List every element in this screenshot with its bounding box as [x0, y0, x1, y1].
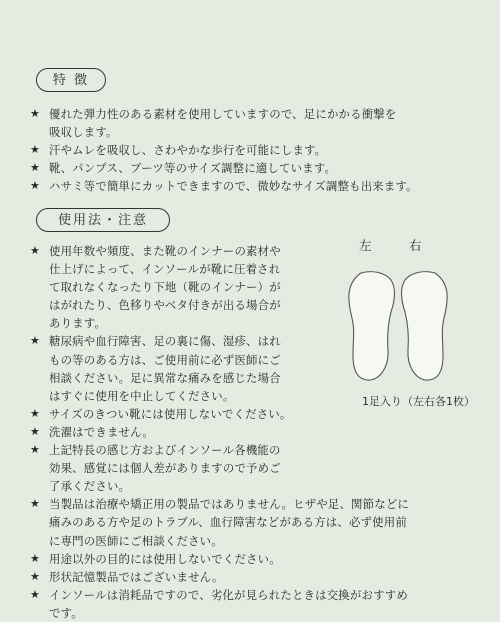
list-item: [30, 568, 480, 586]
usage-heading: 使用法・注意: [36, 208, 170, 232]
list-item: [30, 495, 480, 549]
star-bullet-icon: ★: [30, 551, 41, 565]
star-bullet-icon: ★: [30, 587, 41, 601]
star-bullet-icon: ★: [30, 424, 41, 438]
star-bullet-icon: ★: [30, 107, 41, 120]
star-bullet-icon: ★: [30, 143, 41, 157]
item-text: 使用年数や頻度、また靴のインナーの素材や 仕上げによって、インソールが靴に圧着され て取れなくなったり下地（靴のインナー）が はがれたり、色移りやベタ付きが出る場合が あります。: [49, 244, 281, 331]
list-item: [30, 177, 480, 195]
item-text: 形状記憶製品ではございません。: [49, 569, 224, 584]
features-heading: 特 徴: [36, 68, 106, 92]
star-bullet-icon: ★: [30, 161, 41, 175]
item-text: 用途以外の目的には使用しないでください。: [49, 551, 281, 566]
star-bullet-icon: ★: [30, 569, 41, 583]
pair-caption: 1足入り（左右各1枚）: [362, 395, 475, 408]
star-bullet-icon: ★: [30, 406, 41, 420]
item-text: 上記特長の感じ方およびインソール各機能の 効果、感覚には個人差がありますので予めご 了承ください。: [49, 443, 281, 494]
item-text: 当製品は治療や矯正用の製品ではありません。ヒザや足、関節などに 痛みのある方や足のトラブル、血行障害などがある方は、必ず使用前 に専門の医師にご相談ください。: [49, 497, 409, 548]
list-item: [30, 332, 331, 404]
item-text: インソールは消耗品ですので、劣化が見られたときは交換がおすすめ です。: [49, 587, 408, 620]
list-item: [30, 105, 480, 141]
list-item: [30, 586, 480, 622]
star-bullet-icon: ★: [30, 334, 41, 348]
star-bullet-icon: ★: [30, 497, 41, 511]
item-text: サイズのきつい靴には使用しないでください。: [49, 406, 292, 421]
insole-pair-icon: [333, 252, 463, 392]
item-text: 糖尿病や血行障害、足の裏に傷、湿疹、はれ もの等のある方は、ご使用前に必ず医師にご 相談ください。足に異常な痛みを感じた場合 はすぐに使用を中止してください。: [49, 334, 281, 403]
item-text: ハサミ等で簡単にカットできますので、微妙なサイズ調整も出来ます。: [49, 179, 418, 194]
insole-illustration: [325, 230, 490, 415]
star-bullet-icon: ★: [30, 443, 41, 457]
list-item: [30, 242, 331, 332]
list-item: [30, 550, 480, 568]
list-item: [30, 441, 331, 495]
item-text: 汗やムレを吸収し、さわやかな歩行を可能にします。: [49, 143, 327, 158]
list-item: [30, 141, 480, 159]
right-label: 右: [409, 238, 423, 253]
item-text: 優れた弾力性のある素材を使用していますので、足にかかる衝撃を 吸収します。: [49, 107, 397, 140]
star-bullet-icon: ★: [30, 179, 41, 193]
item-text: 洗濯はできません。: [49, 424, 155, 439]
left-label: 左: [359, 238, 373, 253]
left-insole-icon: [349, 272, 395, 380]
item-text: 靴、パンプス、ブーツ等のサイズ調整に適しています。: [49, 161, 337, 176]
list-item: [30, 159, 480, 177]
list-item: [30, 423, 480, 441]
features-list: [30, 105, 480, 195]
star-bullet-icon: ★: [30, 244, 41, 257]
right-insole-icon: [402, 272, 448, 380]
